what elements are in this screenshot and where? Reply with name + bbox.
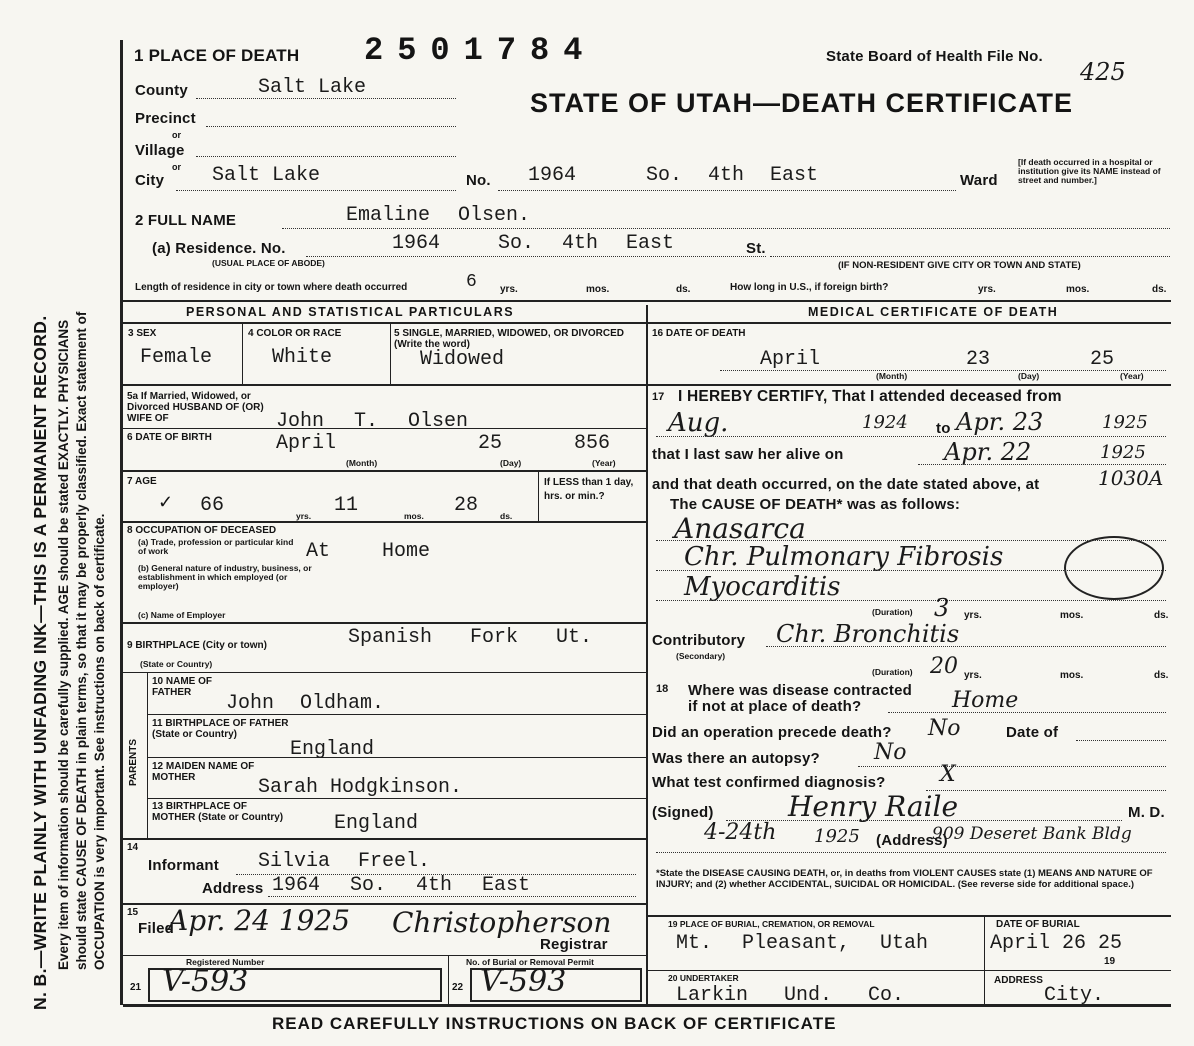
secondary-label: (Secondary) xyxy=(676,651,726,661)
dob-month-caption: (Month) xyxy=(346,458,378,468)
filed-date: Apr. 24 1925 xyxy=(168,904,351,937)
file-no-label: State Board of Health File No. xyxy=(826,48,1043,65)
village-label: Village xyxy=(135,142,185,159)
occupation-b-label: (b) General nature of industry, business, or establishment in which employed (or employer) xyxy=(138,563,312,591)
us-mos-label: mos. xyxy=(1066,284,1090,295)
length-yrs-label: yrs. xyxy=(500,284,518,295)
medical-section-title: MEDICAL CERTIFICATE OF DEATH xyxy=(808,305,1059,319)
personal-section-title: PERSONAL AND STATISTICAL PARTICULARS xyxy=(186,305,515,319)
time-of-death: 1030A xyxy=(1098,466,1164,490)
burial-date-19: 19 xyxy=(1104,956,1116,967)
informant-number: 14 xyxy=(127,842,139,853)
duration-mos-label: mos. xyxy=(1060,610,1084,621)
dob-day: 25 xyxy=(478,432,503,455)
q18-text-2: if not at place of death? xyxy=(688,698,862,715)
street-value: So. 4th East xyxy=(646,164,819,187)
contributory-label: Contributory xyxy=(652,632,746,649)
or-label-2: or xyxy=(172,162,181,172)
physician-address: 909 Deseret Bank Bldg xyxy=(932,824,1132,844)
duration-contributory: 20 xyxy=(930,654,958,679)
cause-tertiary: Myocarditis xyxy=(684,572,841,602)
undertaker-address-label: ADDRESS xyxy=(994,975,1043,986)
place-of-death-label: 1 PLACE OF DEATH xyxy=(134,46,300,65)
duration-label: (Duration) xyxy=(872,607,913,617)
test-text: What test confirmed diagnosis? xyxy=(652,774,886,791)
age-yrs-label: yrs. xyxy=(296,511,312,521)
residence-no: 1964 xyxy=(392,232,441,255)
certify-number: 17 xyxy=(652,391,665,403)
informant-label: Informant xyxy=(148,857,219,874)
occupation-a-label: (a) Trade, profession or particular kind of work xyxy=(138,537,294,556)
father-birthplace-value: England xyxy=(290,738,375,761)
occupation-value: At Home xyxy=(306,540,431,563)
autopsy-answer: No xyxy=(874,740,907,765)
county-value: Salt Lake xyxy=(258,76,367,99)
county-label: County xyxy=(135,82,188,99)
operation-text: Did an operation precede death? xyxy=(652,724,892,741)
cause-of-death-text: The CAUSE OF DEATH* was as follows: xyxy=(670,496,961,513)
length-residence-yrs: 6 xyxy=(466,272,477,292)
certify-text: I HEREBY CERTIFY, That I attended deceased from xyxy=(678,388,1062,405)
race-label: 4 COLOR OR RACE xyxy=(248,328,342,339)
sidebar-instructions xyxy=(22,50,118,1010)
q18-text: Where was disease contracted xyxy=(688,682,913,699)
duration-ds-label-2: ds. xyxy=(1154,670,1169,681)
sex-label: 3 SEX xyxy=(128,328,157,339)
residence-street: So. 4th East xyxy=(498,232,675,255)
spouse-label: 5a If Married, Widowed, or Divorced HUSBAND OF (OR) WIFE OF xyxy=(127,391,264,424)
employer-label: (c) Name of Employer xyxy=(138,610,226,620)
race-value: White xyxy=(272,346,333,369)
dod-day: 23 xyxy=(966,348,991,371)
informant-address-label: Address xyxy=(202,880,264,897)
ward-label: Ward xyxy=(960,172,998,189)
duration-yrs-label-2: yrs. xyxy=(964,670,982,681)
city-value: Salt Lake xyxy=(212,164,321,187)
sidebar-line-2: Every item of information should be carefully supplied. AGE should be stated EXACTLY. PHYSICIANS xyxy=(56,319,71,970)
mother-birthplace-label: 13 BIRTHPLACE OF MOTHER (State or Country) xyxy=(152,801,284,823)
age-mos-label: mos. xyxy=(404,511,424,521)
dod-year: 25 xyxy=(1090,348,1115,371)
parents-label: PARENTS xyxy=(128,738,139,786)
footer-instructions: READ CAREFULLY INSTRUCTIONS ON BACK OF CERTIFICATE xyxy=(272,1014,837,1033)
burial-date-value: April 26 25 xyxy=(990,932,1123,955)
last-saw-year: 1925 xyxy=(1100,442,1146,463)
length-residence-label: Length of residence in city or town where death occurred xyxy=(135,282,408,293)
md-label: M. D. xyxy=(1128,804,1165,821)
registrar-label: Registrar xyxy=(540,936,608,953)
permit-number-prefix: 22 xyxy=(452,982,464,993)
permit-number-value: V-593 xyxy=(480,964,567,999)
sidebar-line-4: OCCUPATION is very important. See instructions on back of certificate. xyxy=(92,513,107,970)
or-label: or xyxy=(172,130,181,140)
contributory-value: Chr. Bronchitis xyxy=(776,620,960,648)
attended-to-year: 1925 xyxy=(1102,412,1148,433)
usual-place-label: (USUAL PLACE OF ABODE) xyxy=(212,258,325,268)
dob-year-caption: (Year) xyxy=(592,458,616,468)
nonresident-note: (IF NON-RESIDENT GIVE CITY OR TOWN AND STATE) xyxy=(838,260,1081,271)
father-birthplace-label: 11 BIRTHPLACE OF FATHER (State or Country) xyxy=(152,718,289,740)
spouse-value: John T. Olsen xyxy=(276,410,469,433)
age-label: 7 AGE xyxy=(127,476,157,487)
burial-place-value: Mt. Pleasant, Utah xyxy=(676,932,929,955)
physician-signature: Henry Raile xyxy=(788,790,959,823)
duration-ds-label: ds. xyxy=(1154,610,1169,621)
q18-number: 18 xyxy=(656,683,669,695)
duration-yrs-label: yrs. xyxy=(964,610,982,621)
duration-label-2: (Duration) xyxy=(872,667,913,677)
dod-year-caption: (Year) xyxy=(1120,371,1144,381)
father-value: John Oldham. xyxy=(226,692,385,715)
ward-note: [If death occurred in a hospital or institution give its NAME instead of street and number.] xyxy=(1018,157,1161,185)
registered-number-value: V-593 xyxy=(162,964,249,999)
certificate-title: STATE OF UTAH—DEATH CERTIFICATE xyxy=(530,88,1073,118)
precinct-label: Precinct xyxy=(135,110,196,127)
signed-label: (Signed) xyxy=(652,804,714,821)
cause-secondary: Chr. Pulmonary Fibrosis xyxy=(684,542,1004,572)
registrar-signature: Christopherson xyxy=(392,906,612,939)
duration-mos-label-2: mos. xyxy=(1060,670,1084,681)
permit-number-label: No. of Burial or Removal Permit xyxy=(466,957,594,967)
last-saw-text: that I last saw her alive on xyxy=(652,446,844,463)
q18-answer: Home xyxy=(952,688,1019,713)
marital-value: Widowed xyxy=(420,348,505,371)
dod-month-caption: (Month) xyxy=(876,371,908,381)
mother-birthplace-value: England xyxy=(334,812,419,835)
cause-footnote: *State the DISEASE CAUSING DEATH, or, in deaths from VIOLENT CAUSES state (1) MEANS AND NATURE OF INJURY; and (2) whether ACCIDENTAL, SUICIDAL OR HOMICIDAL. (See reverse side for additional space.) xyxy=(656,868,1153,890)
attended-from: Aug. xyxy=(668,408,729,438)
death-occurred-text: and that death occurred, on the date stated above, at xyxy=(652,476,1040,493)
sidebar-line-3: should state CAUSE OF DEATH in plain terms, so that it may be properly classified. Exact statement of xyxy=(74,311,89,970)
birthplace-label: 9 BIRTHPLACE (City or town) xyxy=(127,640,267,651)
file-no-handwritten: 425 xyxy=(1080,58,1126,86)
duration-primary: 3 xyxy=(934,594,950,622)
registered-number-prefix: 21 xyxy=(130,982,142,993)
full-name-value: Emaline Olsen. xyxy=(346,204,531,227)
undertaker-value: Larkin Und. Co. xyxy=(676,984,905,1007)
burial-place-label: 19 PLACE OF BURIAL, CREMATION, OR REMOVAL xyxy=(668,919,875,929)
test-answer: X xyxy=(940,762,956,787)
age-yrs: 66 xyxy=(200,494,225,517)
filed-number: 15 xyxy=(127,907,139,918)
dob-month: April xyxy=(276,432,337,455)
filed-label: Filed xyxy=(138,920,175,937)
less-than-label: If LESS than 1 day, hrs. or min.? xyxy=(544,477,634,502)
certificate-number: 2501784 xyxy=(364,32,597,69)
dod-label: 16 DATE OF DEATH xyxy=(652,328,746,339)
to-label: to xyxy=(936,420,951,437)
father-label: 10 NAME OF FATHER xyxy=(152,676,213,698)
marital-label: 5 SINGLE, MARRIED, WIDOWED, OR DIVORCED (Write the word) xyxy=(394,328,625,350)
length-mos-label: mos. xyxy=(586,284,610,295)
attended-to: Apr. 23 xyxy=(956,408,1044,436)
st-label: St. xyxy=(746,240,766,257)
age-ds-label: ds. xyxy=(500,511,513,521)
autopsy-text: Was there an autopsy? xyxy=(652,750,820,767)
informant-value: Silvia Freel. xyxy=(258,850,431,873)
birthplace-value: Spanish Fork Ut. xyxy=(348,626,593,649)
us-ds-label: ds. xyxy=(1152,284,1167,295)
undertaker-label: 20 UNDERTAKER xyxy=(668,973,739,983)
city-label: City xyxy=(135,172,165,189)
operation-answer: No xyxy=(928,716,961,741)
street-no-value: 1964 xyxy=(528,164,577,187)
us-yrs-label: yrs. xyxy=(978,284,996,295)
birthplace-state-label: (State or Country) xyxy=(140,659,213,669)
burial-date-label: DATE OF BURIAL xyxy=(996,919,1080,930)
dob-day-caption: (Day) xyxy=(500,458,522,468)
operation-date-label: Date of xyxy=(1006,724,1059,741)
age-ds: 28 xyxy=(454,494,479,517)
informant-address-value: 1964 So. 4th East xyxy=(272,874,531,897)
mother-label: 12 MAIDEN NAME OF MOTHER xyxy=(152,761,255,783)
address-label: (Address) xyxy=(876,832,948,849)
dod-month: April xyxy=(760,348,821,371)
attended-from-year: 1924 xyxy=(862,412,908,433)
last-saw-date: Apr. 22 xyxy=(944,438,1032,466)
mother-value: Sarah Hodgkinson. xyxy=(258,776,463,799)
dob-year: 856 xyxy=(574,432,611,455)
age-checkmark: ✓ xyxy=(158,492,174,512)
full-name-label: 2 FULL NAME xyxy=(135,212,237,229)
signed-year: 1925 xyxy=(814,826,860,847)
registered-number-label: Registered Number xyxy=(186,957,265,967)
cause-primary: Anasarca xyxy=(674,512,806,545)
occupation-label: 8 OCCUPATION OF DECEASED xyxy=(127,525,277,536)
cause-bracket-circle xyxy=(1064,536,1164,600)
dob-label: 6 DATE OF BIRTH xyxy=(127,432,212,443)
length-ds-label: ds. xyxy=(676,284,691,295)
sex-value: Female xyxy=(140,346,213,369)
sidebar-line-1: N. B.—WRITE PLAINLY WITH UNFADING INK—THIS IS A PERMANENT RECORD. xyxy=(30,315,50,1010)
age-mos: 11 xyxy=(334,494,359,517)
us-residence-label: How long in U.S., if foreign birth? xyxy=(730,282,889,293)
dod-day-caption: (Day) xyxy=(1018,371,1040,381)
street-no-label: No. xyxy=(466,172,491,189)
undertaker-address-value: City. xyxy=(1044,984,1105,1007)
signed-date: 4-24th xyxy=(704,820,777,845)
residence-label: (a) Residence. No. xyxy=(152,240,286,257)
